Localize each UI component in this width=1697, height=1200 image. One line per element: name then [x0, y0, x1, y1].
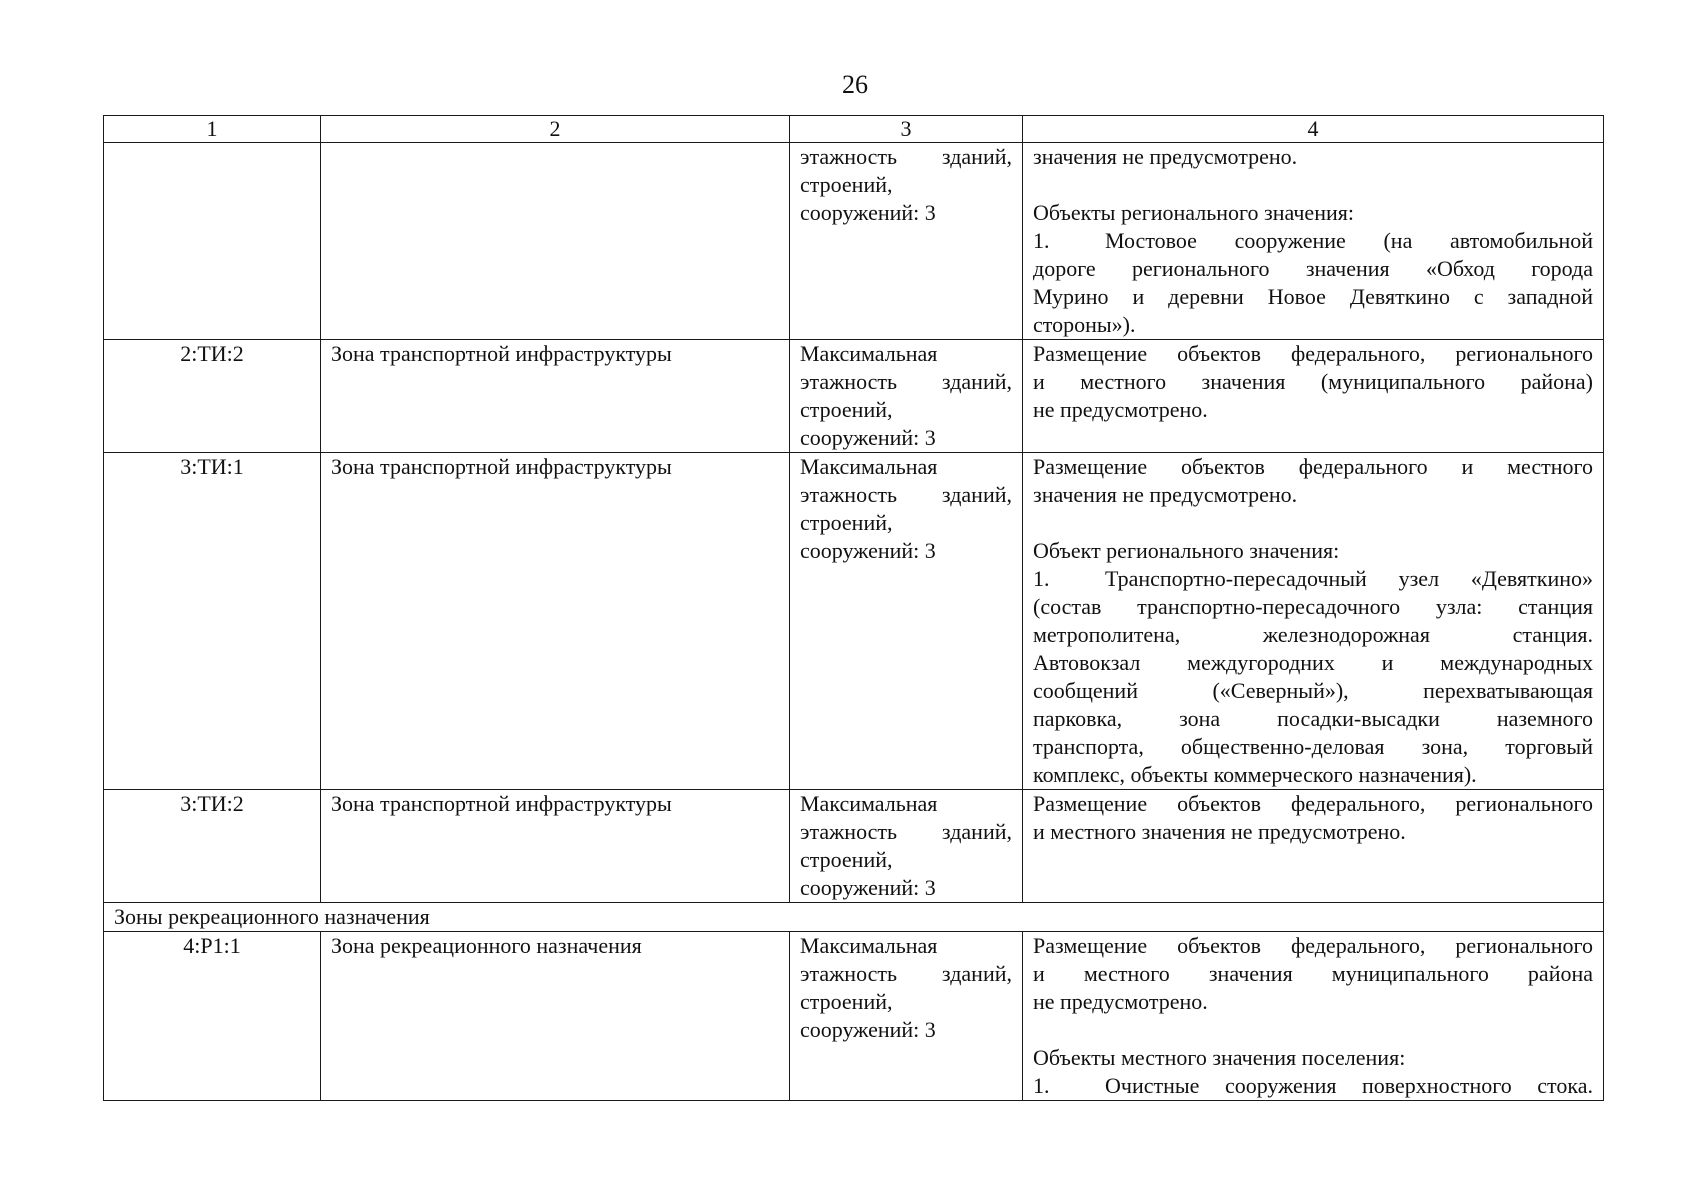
- objects-item-line: метрополитена, железнодорожная станция.: [1033, 622, 1593, 647]
- zone-name-cell: Зона транспортной инфраструктуры: [321, 453, 790, 790]
- column-header-1: 1: [104, 116, 321, 143]
- objects-line: Размещение объектов федерального, регионального: [1033, 933, 1593, 958]
- item-number: 1.: [1033, 566, 1050, 591]
- objects-item-line: Мурино и деревни Новое Девяткино с западной: [1033, 284, 1593, 309]
- table-row: [104, 340, 1604, 453]
- objects-line: значения не предусмотрено.: [1033, 482, 1298, 507]
- parameter-line: Максимальная: [800, 341, 938, 366]
- objects-line: не предусмотрено.: [1033, 397, 1208, 422]
- objects-line: и местного значения (муниципального района): [1033, 369, 1593, 394]
- parameter-line: строений,: [800, 847, 893, 872]
- parameter-line: строений,: [800, 989, 893, 1014]
- section-row: [104, 903, 1604, 932]
- parameter-line: Максимальная: [800, 454, 938, 479]
- parameter-line: сооружений: 3: [800, 200, 936, 225]
- column-header-4: 4: [1023, 116, 1604, 143]
- objects-cell: [1023, 790, 1604, 903]
- parameter-line: сооружений: 3: [800, 875, 936, 900]
- objects-line: не предусмотрено.: [1033, 989, 1208, 1014]
- zone-name-cell: Зона рекреационного назначения: [321, 932, 790, 1101]
- objects-line: Размещение объектов федерального, регионального: [1033, 791, 1593, 816]
- table-header-row: [104, 116, 1604, 143]
- objects-item-line: дороге регионального значения «Обход города: [1033, 256, 1593, 281]
- parameter-cell: [790, 340, 1023, 453]
- objects-item-line: Автовокзал междугородних и международных: [1033, 650, 1593, 675]
- objects-line: и местного значения муниципального района: [1033, 961, 1593, 986]
- objects-heading: Объекты местного значения поселения:: [1033, 1045, 1406, 1070]
- table-row: [104, 932, 1604, 1101]
- parameter-line: сооружений: 3: [800, 538, 936, 563]
- parameter-line: сооружений: 3: [800, 425, 936, 450]
- column-header-3: 3: [790, 116, 1023, 143]
- objects-heading: Объект регионального значения:: [1033, 538, 1340, 563]
- parameter-line: этажность зданий,: [800, 369, 1012, 394]
- table-row: [104, 453, 1604, 790]
- parameter-line: этажность зданий,: [800, 482, 1012, 507]
- zones-table: [103, 115, 1604, 1101]
- objects-item-line: транспорта, общественно-деловая зона, торговый: [1033, 734, 1593, 759]
- parameter-line: Максимальная: [800, 791, 938, 816]
- objects-cell: [1023, 453, 1604, 790]
- zone-code-cell: 2:ТИ:2: [104, 340, 321, 453]
- column-header-2: 2: [321, 116, 790, 143]
- zone-code-cell: [104, 143, 321, 340]
- item-number: 1.: [1033, 228, 1050, 253]
- objects-item-line: парковка, зона посадки-высадки наземного: [1033, 706, 1593, 731]
- zone-name-cell: Зона транспортной инфраструктуры: [321, 790, 790, 903]
- zone-code-cell: 4:Р1:1: [104, 932, 321, 1101]
- parameter-line: этажность зданий,: [800, 819, 1012, 844]
- parameter-cell: [790, 453, 1023, 790]
- objects-item-line: 1. Мостовое сооружение (на автомобильной: [1033, 228, 1593, 253]
- parameter-line: строений,: [800, 397, 893, 422]
- objects-cell: [1023, 340, 1604, 453]
- objects-line: значения не предусмотрено.: [1033, 144, 1298, 169]
- objects-line: Размещение объектов федерального, регионального: [1033, 341, 1593, 366]
- objects-line: и местного значения не предусмотрено.: [1033, 819, 1406, 844]
- objects-item-line: сообщений («Северный»), перехватывающая: [1033, 678, 1593, 703]
- parameter-line: строений,: [800, 172, 893, 197]
- parameter-cell: [790, 790, 1023, 903]
- zone-code-cell: 3:ТИ:2: [104, 790, 321, 903]
- table-row: [104, 143, 1604, 340]
- table-row: [104, 790, 1604, 903]
- objects-item-line: (состав транспортно-пересадочного узла: станция: [1033, 594, 1593, 619]
- objects-cell: [1023, 143, 1604, 340]
- objects-item-line: 1. Очистные сооружения поверхностного стока.: [1033, 1073, 1593, 1098]
- section-title: Зоны рекреационного назначения: [104, 903, 1604, 932]
- parameter-line: этажность зданий,: [800, 144, 1012, 169]
- objects-item-line: комплекс, объекты коммерческого назначения).: [1033, 762, 1477, 787]
- parameter-line: этажность зданий,: [800, 961, 1012, 986]
- parameter-cell: [790, 932, 1023, 1101]
- parameter-line: сооружений: 3: [800, 1017, 936, 1042]
- item-number: 1.: [1033, 1073, 1050, 1098]
- zone-name-cell: [321, 143, 790, 340]
- parameter-cell: [790, 143, 1023, 340]
- objects-heading: Объекты регионального значения:: [1033, 200, 1354, 225]
- objects-cell: [1023, 932, 1604, 1101]
- objects-item-line: 1. Транспортно-пересадочный узел «Девяткино»: [1033, 566, 1593, 591]
- objects-item-line: стороны»).: [1033, 312, 1136, 337]
- parameter-line: Максимальная: [800, 933, 938, 958]
- page-number: 26: [842, 70, 868, 99]
- objects-line: Размещение объектов федерального и местного: [1033, 454, 1593, 479]
- parameter-line: строений,: [800, 510, 893, 535]
- zone-name-cell: Зона транспортной инфраструктуры: [321, 340, 790, 453]
- zone-code-cell: 3:ТИ:1: [104, 453, 321, 790]
